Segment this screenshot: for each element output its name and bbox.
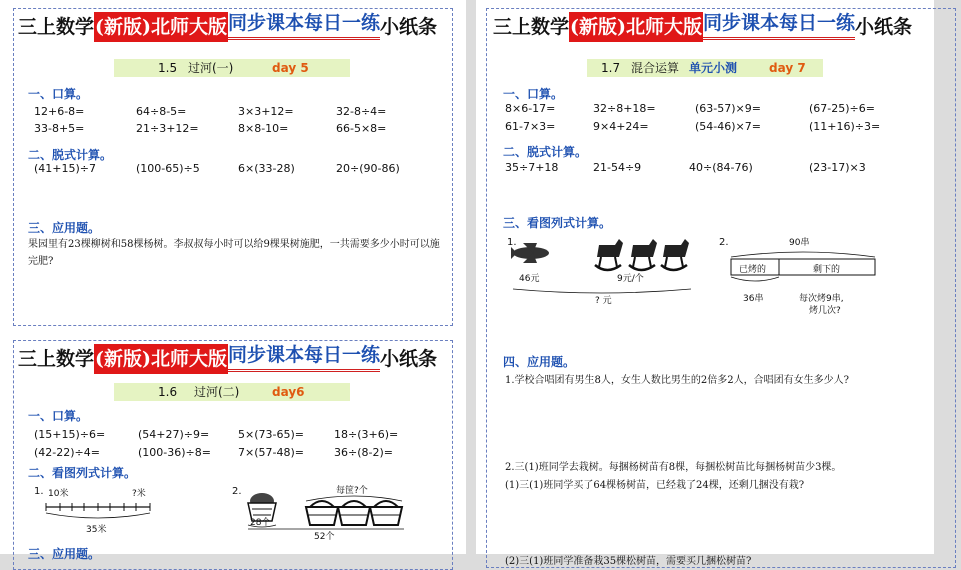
oral-item: 7×(57-48)= [238,446,304,459]
stepwise-item: 40÷(84-76) [689,161,753,174]
segment-right-label: ?米 [132,489,146,499]
header-part3: 同步课本每日一练 [228,9,380,40]
oral-item: (54+27)÷9= [138,428,210,441]
stepwise-item: 35÷7+18 [505,161,559,174]
lesson-banner [114,383,350,401]
section-oral: 一、口算。 [503,87,564,101]
airplane-price: 46元 [519,274,540,284]
oral-item: 9×4+24= [593,120,649,133]
oral-item: (54-46)×7= [695,120,761,133]
header-part4: 小纸条 [855,16,913,38]
oral-item: 21÷3+12= [136,122,199,135]
application-q2-part2: (2)三(1)班同学准备栽35棵松树苗，需要买几捆松树苗? [505,556,752,567]
oral-item: 12+6-8= [34,105,85,118]
right-page [476,0,934,567]
toy-total: ? 元 [595,296,612,306]
worksheet-card-day6 [13,340,453,570]
figure-number: 2. [232,486,242,497]
oral-item: 32-8÷4= [336,105,387,118]
left-page [0,0,466,561]
oral-item: 8×8-10= [238,122,289,135]
oral-item: 5×(73-65)= [238,428,304,441]
airplane-icon [511,243,549,263]
card-header [18,9,456,45]
card-header [18,341,456,377]
stepwise-item: 21-54÷9 [593,161,642,174]
segment-total-label: 35米 [86,525,107,535]
basket-count-label: 28个 [250,518,271,528]
application-q2-intro: 2.三(1)班同学去栽树。每捆杨树苗有8棵，每捆松树苗比每捆杨树苗少3棵。 [505,462,842,473]
header-part2: (新版)北师大版 [94,344,228,374]
lesson-banner [114,59,350,77]
section-picture-calc: 三、看图列式计算。 [503,216,612,230]
oral-item: (100-36)÷8= [138,446,211,459]
lesson-day: day 5 [272,61,309,75]
oral-item: 33-8+5= [34,122,85,135]
basket-empty-icon [338,501,370,525]
stepwise-item: (23-17)×3 [809,161,866,174]
section-application: 三、应用题。 [28,221,101,235]
basket-empty-icon [306,501,338,525]
lesson-title: 过河(一) [188,61,234,75]
horse-price: 9元/个 [617,274,644,284]
oral-item: 36÷(8-2)= [334,446,393,459]
oral-item: (42-22)÷4= [34,446,100,459]
lesson-number: 1.5 [158,61,178,75]
rocking-horse-icon [629,239,657,270]
lesson-title: 混合运算 [631,61,680,75]
section-oral: 一、口算。 [28,87,89,101]
stepwise-item: 20÷(90-86) [336,162,400,175]
oral-item: 32÷8+18= [593,102,656,115]
figure-number: 1. [507,237,517,248]
worksheet-card-day5 [13,8,453,326]
bar-box-remaining: 剩下的 [813,265,841,275]
application-q2-part1: (1)三(1)班同学买了64棵杨树苗，已经栽了24棵，还剩几捆没有栽? [505,480,805,491]
oral-item: (63-57)×9= [695,102,761,115]
oral-item: 66-5×8= [336,122,387,135]
oral-item: (11+16)÷3= [809,120,881,133]
header-part4: 小纸条 [380,16,438,38]
oral-item: (67-25)÷6= [809,102,875,115]
card-header [493,9,961,45]
lesson-number: 1.6 [158,385,178,399]
segment-left-label: 10米 [48,489,69,499]
figure-number: 2. [719,237,729,248]
section-oral: 一、口算。 [28,409,89,423]
stepwise-item: 6×(33-28) [238,162,295,175]
stepwise-item: (100-65)÷5 [136,162,200,175]
basket-each-label: 每筐?个 [336,486,368,496]
oral-item: 61-7×3= [505,120,556,133]
lesson-unit: 单元小测 [689,61,738,75]
oral-item: 64÷8-5= [136,105,187,118]
lesson-title: 过河(二) [194,385,240,399]
header-part2: (新版)北师大版 [569,12,703,42]
stepwise-item: (41+15)÷7 [34,162,97,175]
section-application: 四、应用题。 [503,355,576,369]
lesson-day: day6 [272,385,305,399]
section-picture-calc: 二、看图列式计算。 [28,466,137,480]
application-q1: 1.学校合唱团有男生8人，女生人数比男生的2倍多2人，合唱团有女生多少人? [505,375,849,386]
bar-note-2: 烤几次? [809,306,841,316]
bar-note-1: 每次烤9串, [799,294,844,304]
header-part1: 三上数学 [493,16,570,38]
basket-empty-icon [370,501,402,525]
oral-item: 18÷(3+6)= [334,428,399,441]
oral-item: 3×3+12= [238,105,294,118]
bar-box-done: 已烤的 [739,265,767,275]
bar-top-label: 90串 [789,238,810,248]
header-part3: 同步课本每日一练 [228,341,380,372]
header-part3: 同步课本每日一练 [703,9,855,40]
section-stepwise: 二、脱式计算。 [28,148,113,162]
worksheet-card-day7 [486,8,956,568]
application-problem: 果园里有23棵柳树和58棵杨树。李叔叔每小时可以给9棵果树施肥，一共需要多少小时可以施完肥? [28,239,440,267]
section-stepwise: 二、脱式计算。 [503,145,588,159]
lesson-banner [587,59,823,77]
oral-item: 8×6-17= [505,102,556,115]
header-part1: 三上数学 [18,348,95,370]
oral-item: (15+15)÷6= [34,428,106,441]
header-part2: (新版)北师大版 [94,12,228,42]
rocking-horse-icon [661,239,689,270]
lesson-number: 1.7 [601,61,621,75]
bar-bottom-label: 36串 [743,294,764,304]
basket-total-label: 52个 [314,532,335,542]
header-part4: 小纸条 [380,348,438,370]
lesson-day: day 7 [769,61,806,75]
rocking-horse-icon [595,239,623,270]
section-application: 三、应用题。 [28,547,101,561]
figure-number: 1. [34,486,44,497]
header-part1: 三上数学 [18,16,95,38]
